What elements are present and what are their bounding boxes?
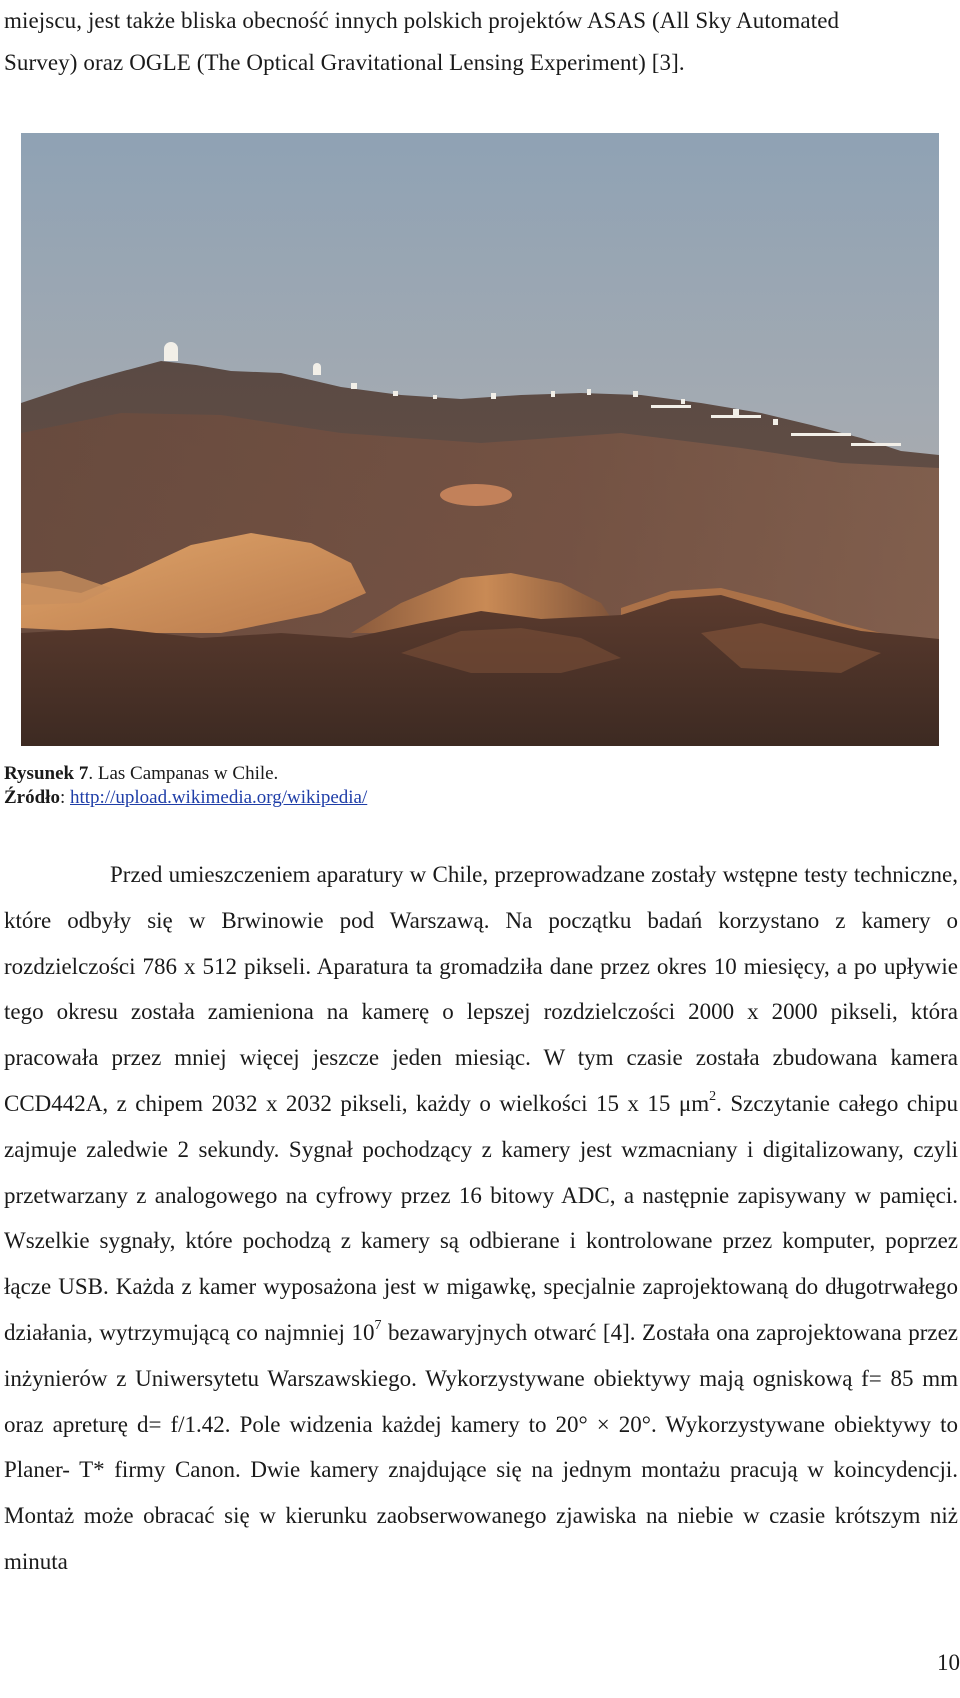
caption-source-line (4, 786, 367, 810)
superscript-exponent: 7 (374, 1318, 382, 1334)
caption-source-link[interactable]: http://upload.wikimedia.org/wikipedia/ (69, 787, 368, 808)
caption-source-sep: : (59, 787, 70, 808)
body-part-2: . Szczytanie całego chipu zajmuje zaledwie 2 sekundy. Sygnał pochodzący z kamery jest wzmacniany i digitalizowany, czyli przetwarzany z analogowego na cyfrowy przez 16 bitowy ADC, a następnie zapisywany w pamięci. Wszelkie sygnały, które pochodzą z kamery są odbierane i kontrolowane przez komputer, poprzez łącze USB. Każda z kamer wyposażona jest w migawkę, specjalnie zaprojektowaną do długotrwałego działania, wytrzymującą co najmniej 10 (4, 1090, 958, 1345)
figure-caption (4, 762, 367, 810)
intro-line-1: miejscu, jest także bliska obecność innych polskich projektów ASAS (All Sky Automated (4, 8, 840, 33)
caption-text: . Las Campanas w Chile. (88, 763, 279, 784)
intro-line-2: Survey) oraz OGLE (The Optical Gravitational Lensing Experiment) [3]. (4, 50, 685, 75)
superscript-squared: 2 (709, 1089, 717, 1105)
figure-las-campanas-photo (21, 133, 939, 746)
page-number: 10 (937, 1650, 960, 1675)
intro-paragraph (4, 0, 954, 84)
body-paragraph (4, 852, 958, 1585)
body-part-1: Przed umieszczeniem aparatury w Chile, przeprowadzane zostały wstępne testy techniczne, które odbyły się w Brwinowie pod Warszawą. Na początku badań korzystano z kamery o rozdzielczości 786 x 512 pikseli. Aparatura ta gromadziła dane przez okres 10 miesięcy, a po upływie tego okresu została zamieniona na kamerę o lepszej rozdzielczości 2000 x 2000 pikseli, która pracowała przez mniej więcej jeszcze jeden miesiąc. W tym czasie została zbudowana kamera CCD442A, z chipem 2032 x 2032 pikseli, każdy o wielkości 15 x 15 μm (4, 862, 958, 1116)
landscape-photo (21, 133, 939, 746)
caption-label: Rysunek 7 (4, 763, 89, 784)
caption-source-label: Źródło (4, 787, 60, 808)
caption-title-line (4, 762, 367, 786)
body-part-3: bezawaryjnych otwarć [4]. Została ona zaprojektowana przez inżynierów z Uniwersytetu Warszawskiego. Wykorzystywane obiektywy mają ogniskową f= 85 mm oraz apreturę d= f/1.42. Pole widzenia każdej kamery to 20° × 20°. Wykorzystywane obiektywy to Planer- T* firmy Canon. Dwie kamery znajdujące się na jednym montażu pracują w koincydencji. Montaż może obracać się w kierunku zaobserwowanego zjawiska na niebie w czasie krótszym niż minuta (4, 1319, 958, 1574)
